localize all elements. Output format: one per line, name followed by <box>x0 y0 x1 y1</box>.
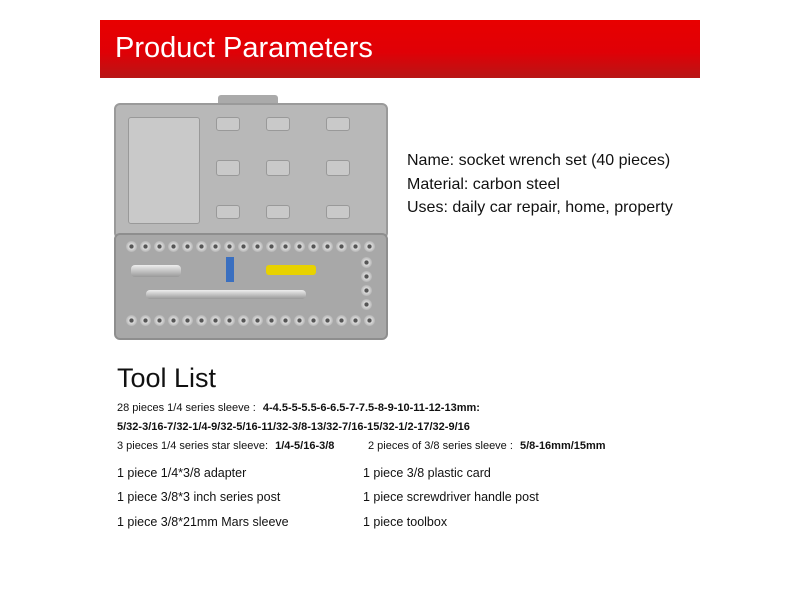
tool-line-4 <box>368 440 606 452</box>
param-uses: Uses: daily car repair, home, property <box>407 199 673 216</box>
product-parameters <box>407 149 673 220</box>
socket <box>154 241 165 252</box>
socket <box>322 315 333 326</box>
banner-title: Product Parameters <box>115 32 373 64</box>
tool-item: 1 piece 3/8*3 inch series post <box>117 490 281 504</box>
socket <box>140 315 151 326</box>
value: 4-4.5-5-5.5-6-6.5-7-7.5-8-9-10-11-12-13mm: <box>262 402 480 414</box>
socket <box>336 241 347 252</box>
label: 28 pieces 1/4 series sleeve : <box>117 402 256 414</box>
tool-item: 1 piece 3/8 plastic card <box>363 466 491 480</box>
socket <box>322 241 333 252</box>
tool-item: 1 piece 3/8*21mm Mars sleeve <box>117 515 289 529</box>
socket <box>280 315 291 326</box>
socket <box>252 241 263 252</box>
param-name: Name: socket wrench set (40 pieces) <box>407 152 671 169</box>
socket <box>361 299 372 310</box>
socket <box>252 315 263 326</box>
socket <box>294 241 305 252</box>
tool-line-3 <box>117 440 334 452</box>
socket <box>126 241 137 252</box>
tool-list-title: Tool List <box>117 363 217 393</box>
socket <box>308 241 319 252</box>
value: 5/8-16mm/15mm <box>519 440 606 452</box>
socket <box>336 315 347 326</box>
socket <box>126 315 137 326</box>
socket <box>364 315 375 326</box>
socket <box>182 241 193 252</box>
socket <box>140 241 151 252</box>
socket <box>154 315 165 326</box>
socket <box>350 241 361 252</box>
socket <box>182 315 193 326</box>
socket <box>224 241 235 252</box>
tool-line-2: 5/32-3/16-7/32-1/4-9/32-5/16-11/32-3/8-13/32-7/16-15/32-1/2-17/32-9/16 <box>117 421 470 433</box>
label: 2 pieces of 3/8 series sleeve : <box>368 440 513 452</box>
socket <box>196 241 207 252</box>
socket <box>294 315 305 326</box>
tool-item: 1 piece toolbox <box>363 515 448 529</box>
socket <box>361 257 372 268</box>
socket <box>168 315 179 326</box>
socket <box>238 241 249 252</box>
socket <box>210 241 221 252</box>
socket <box>280 241 291 252</box>
socket <box>308 315 319 326</box>
socket <box>196 315 207 326</box>
socket <box>361 285 372 296</box>
socket <box>364 241 375 252</box>
socket <box>168 241 179 252</box>
socket <box>350 315 361 326</box>
socket <box>266 315 277 326</box>
socket <box>238 315 249 326</box>
tool-line-1 <box>117 402 480 414</box>
header-banner <box>100 20 700 78</box>
tool-item: 1 piece 1/4*3/8 adapter <box>117 466 247 480</box>
socket <box>361 271 372 282</box>
tool-item: 1 piece screwdriver handle post <box>363 490 539 504</box>
socket <box>210 315 221 326</box>
socket <box>266 241 277 252</box>
value: 1/4-5/16-3/8 <box>275 440 335 452</box>
product-image-socket-set <box>108 95 388 338</box>
label: 3 pieces 1/4 series star sleeve: <box>117 440 269 452</box>
param-material: Material: carbon steel <box>407 175 560 193</box>
socket <box>224 315 235 326</box>
